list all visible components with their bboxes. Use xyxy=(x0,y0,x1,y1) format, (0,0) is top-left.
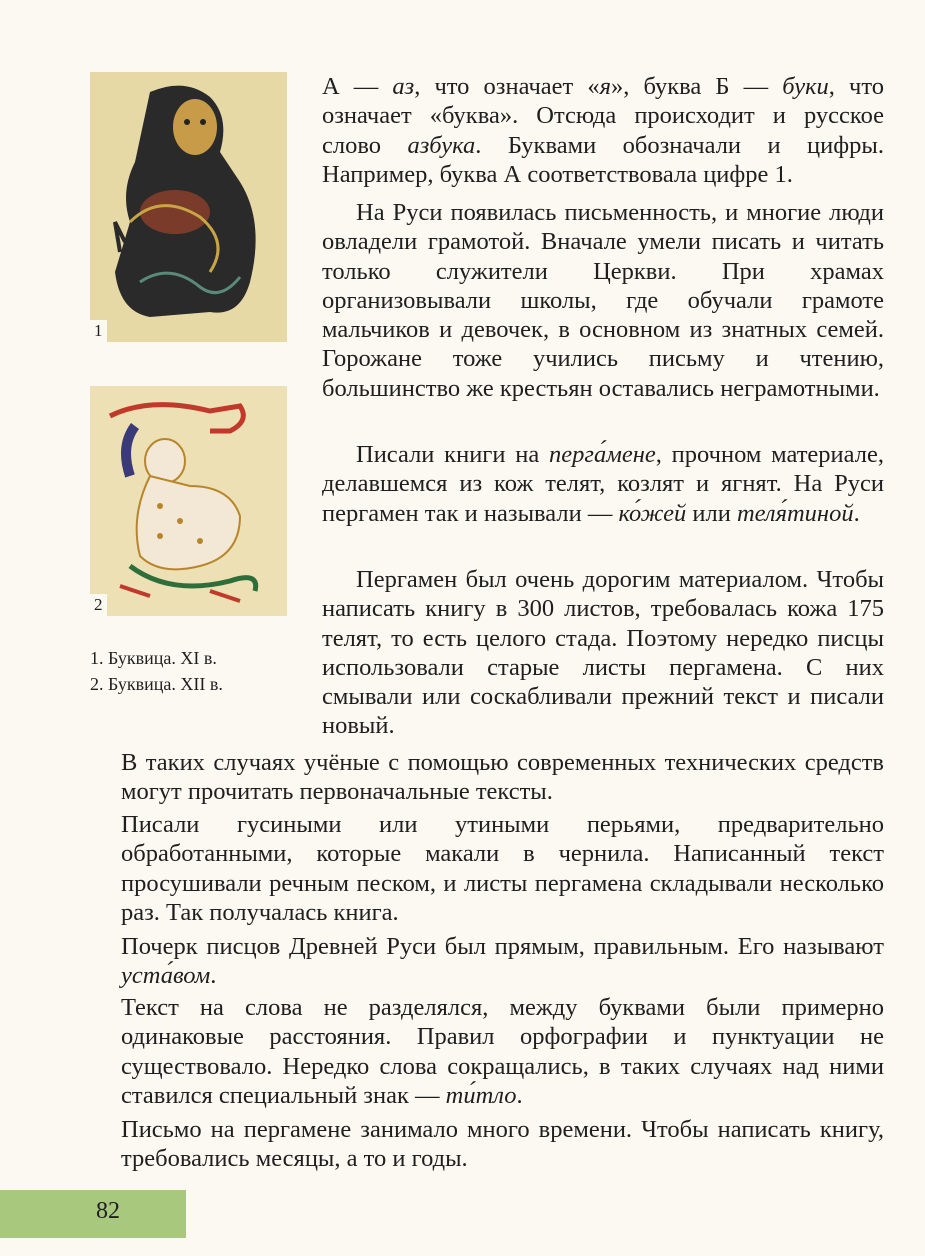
caption-1: 1. Буквица. XI в. xyxy=(90,648,217,668)
paragraph-5: В таких случаях учёные с помощью современных технических средств могут прочитать первоначальные тексты. xyxy=(121,749,884,806)
text-run: . xyxy=(516,1081,523,1109)
italic-term: уста́вом xyxy=(121,962,211,990)
page-number: 82 xyxy=(96,1198,120,1224)
paragraph-3 xyxy=(322,440,884,528)
paragraph-4: Пергамен был очень дорогим материалом. Чтобы написать книгу в 300 листов, требовалась кожа 175 телят, то есть целого стада. Поэтому нередко писцы использовали старые листы пергамена. С них смывали или соскабливали прежний текст и писали новый. xyxy=(322,566,884,740)
italic-term: перга́мене xyxy=(549,441,656,468)
text-run: , что означает «буква». Отсюда происходит и русское слово xyxy=(322,73,884,159)
illuminated-initial-xi-century-icon xyxy=(90,72,287,342)
text-run: Писали книги на xyxy=(356,441,550,468)
text-run: Почерк писцов Древней Руси был прямым, правильным. Его называют xyxy=(121,933,884,960)
paragraph-8 xyxy=(121,993,884,1110)
figure-number: 1 xyxy=(90,320,107,342)
italic-term: теля́тиной xyxy=(736,499,854,527)
text-run: . xyxy=(853,499,860,527)
illuminated-initial-xii-century-icon xyxy=(90,386,287,616)
figure-captions xyxy=(90,645,223,697)
illuminated-initial-figure-2 xyxy=(90,386,287,616)
paragraph-7 xyxy=(121,932,884,991)
page-number-tab xyxy=(0,1190,186,1238)
paragraph-6: Писали гусиными или утиными перьями, предварительно обработанными, которые макали в чернила. Написанный текст просушивали речным песком, и листы пергамена складывали несколько раз. Так получалась книга. xyxy=(121,811,884,926)
caption-2: 2. Буквица. XII в. xyxy=(90,674,223,694)
text-run: или xyxy=(686,499,737,527)
figure-number: 2 xyxy=(90,594,107,616)
text-run: . xyxy=(210,962,217,990)
italic-term: азбука xyxy=(407,131,476,159)
text-run: А — xyxy=(322,73,393,100)
text-run: Текст на слова не разделялся, между буквами были примерно одинаковые расстояния. Правил орфографии и пунктуации не существовало. Нередко слова сокращались, в таких случаях над ними ставился специальный знак — xyxy=(121,994,884,1109)
paragraph-9: Письмо на пергамене занимало много времени. Чтобы написать книгу, требовались месяцы, а то и годы. xyxy=(121,1116,884,1173)
italic-term: ко́жей xyxy=(618,499,687,527)
italic-term: я xyxy=(599,73,611,100)
text-run: », буква Б — xyxy=(611,73,783,100)
text-run: . Буквами обозначали и цифры. Например, буква А соответствовала цифре 1. xyxy=(322,131,884,188)
paragraph-1 xyxy=(322,72,884,189)
paragraph-2: На Руси появилась письменность, и многие люди овладели грамотой. Вначале умели писать и читать только служители Церкви. При храмах организовывали школы, где обучали грамоте мальчиков и девочек, в основном из знатных семей. Горожане тоже учились письму и чтению, большинство же крестьян оставались неграмотными. xyxy=(322,199,884,402)
italic-term: аз xyxy=(392,73,415,100)
italic-term: ти́тло xyxy=(445,1081,517,1109)
text-run: , прочном материале, делавшемся из кож телят, козлят и ягнят. На Руси пергамен так и называли — xyxy=(322,441,884,527)
illuminated-initial-figure-1 xyxy=(90,72,287,342)
text-run: , что означает « xyxy=(414,73,600,100)
italic-term: буки xyxy=(782,73,829,100)
